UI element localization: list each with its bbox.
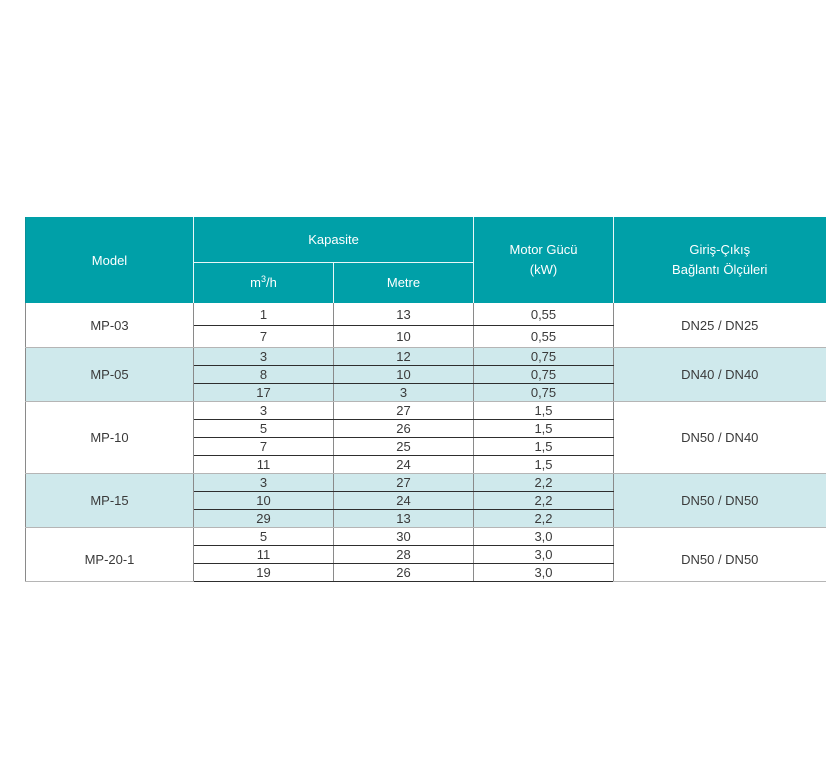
kw-cell: 1,5 (474, 456, 614, 474)
header-connection (614, 217, 826, 303)
m3h-cell: 1 (194, 303, 334, 326)
kw-cell: 1,5 (474, 420, 614, 438)
m3h-cell: 11 (194, 456, 334, 474)
m3h-cell: 19 (194, 564, 334, 582)
metre-cell: 26 (334, 564, 474, 582)
kw-cell: 2,2 (474, 492, 614, 510)
group-mp-15 (26, 474, 826, 528)
kw-cell: 0,55 (474, 303, 614, 326)
metre-cell: 27 (334, 402, 474, 420)
header-metre: Metre (334, 262, 474, 303)
metre-cell: 28 (334, 546, 474, 564)
kw-cell: 2,2 (474, 474, 614, 492)
m3h-cell: 10 (194, 492, 334, 510)
connection-cell: DN25 / DN25 (614, 303, 826, 348)
kw-cell: 0,55 (474, 326, 614, 348)
metre-cell: 26 (334, 420, 474, 438)
m3h-cell: 29 (194, 510, 334, 528)
header-m3h-suffix: /h (266, 275, 277, 291)
kw-cell: 1,5 (474, 402, 614, 420)
group-mp-10 (26, 402, 826, 474)
metre-cell: 30 (334, 528, 474, 546)
metre-cell: 10 (334, 326, 474, 348)
connection-cell: DN50 / DN50 (614, 528, 826, 582)
m3h-cell: 7 (194, 438, 334, 456)
metre-cell: 27 (334, 474, 474, 492)
m3h-cell: 8 (194, 366, 334, 384)
header-m3h-base: m (250, 275, 261, 291)
metre-cell: 12 (334, 348, 474, 366)
metre-cell: 13 (334, 303, 474, 326)
kw-cell: 1,5 (474, 438, 614, 456)
kw-cell: 0,75 (474, 348, 614, 366)
metre-cell: 10 (334, 366, 474, 384)
pump-spec-table (25, 217, 826, 582)
metre-cell: 25 (334, 438, 474, 456)
header-motor-line2: (kW) (529, 262, 558, 277)
model-cell: MP-20-1 (26, 528, 194, 582)
header-motor-power (474, 217, 614, 303)
metre-cell: 13 (334, 510, 474, 528)
header-connection-line2: Bağlantı Ölçüleri (672, 262, 768, 277)
metre-cell: 24 (334, 492, 474, 510)
m3h-cell: 3 (194, 402, 334, 420)
header-m3h-sup: 3 (260, 274, 266, 285)
kw-cell: 3,0 (474, 564, 614, 582)
header-kapasite: Kapasite (194, 217, 474, 262)
m3h-cell: 7 (194, 326, 334, 348)
kw-cell: 0,75 (474, 366, 614, 384)
header-motor-line1: Motor Gücü (509, 242, 578, 257)
group-mp-05 (26, 348, 826, 402)
m3h-cell: 5 (194, 528, 334, 546)
connection-cell: DN50 / DN40 (614, 402, 826, 474)
header-model: Model (26, 217, 194, 303)
model-cell: MP-03 (26, 303, 194, 348)
model-cell: MP-15 (26, 474, 194, 528)
m3h-cell: 5 (194, 420, 334, 438)
kw-cell: 0,75 (474, 384, 614, 402)
group-mp-20-1 (26, 528, 826, 582)
connection-cell: DN50 / DN50 (614, 474, 826, 528)
metre-cell: 24 (334, 456, 474, 474)
metre-cell: 3 (334, 384, 474, 402)
m3h-cell: 3 (194, 474, 334, 492)
connection-cell: DN40 / DN40 (614, 348, 826, 402)
m3h-cell: 17 (194, 384, 334, 402)
group-mp-03 (26, 303, 826, 348)
table-header (26, 217, 826, 303)
model-cell: MP-05 (26, 348, 194, 402)
model-cell: MP-10 (26, 402, 194, 474)
m3h-cell: 3 (194, 348, 334, 366)
kw-cell: 3,0 (474, 546, 614, 564)
kw-cell: 2,2 (474, 510, 614, 528)
kw-cell: 3,0 (474, 528, 614, 546)
m3h-cell: 11 (194, 546, 334, 564)
header-connection-line1: Giriş-Çıkış (689, 242, 751, 257)
header-m3h (194, 262, 334, 303)
